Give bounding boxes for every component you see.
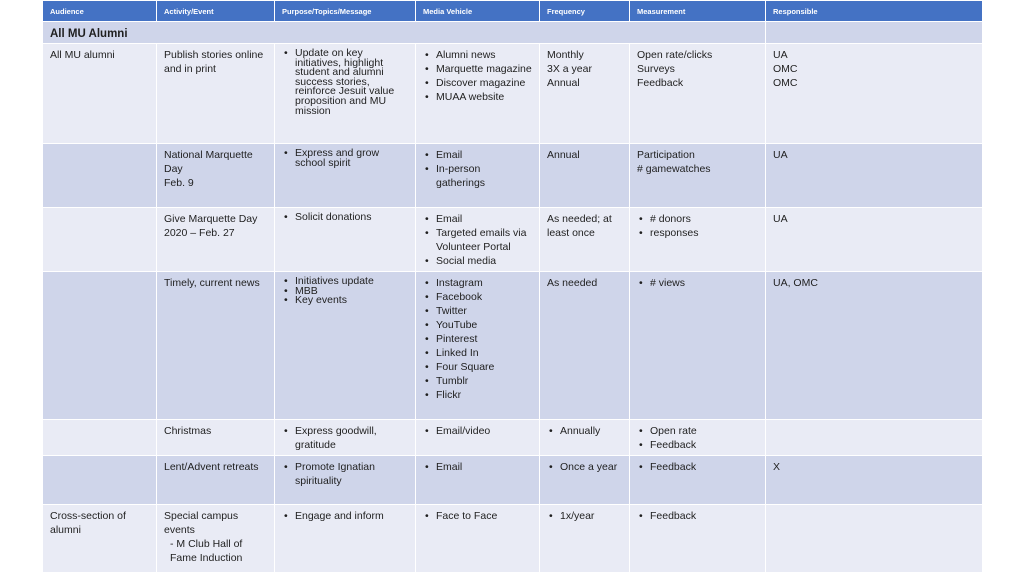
table-row: [43, 272, 983, 420]
purpose-item: • Express goodwill, gratitude: [282, 424, 408, 452]
cell-activity: Publish stories online and in print: [157, 44, 275, 144]
cell-activity: [157, 505, 275, 573]
frequency-item: • Once a year: [547, 460, 622, 474]
cell-media: [416, 144, 540, 208]
media-item: • Tumblr: [423, 374, 532, 388]
cell-responsible: [766, 44, 983, 144]
cell-frequency: [540, 456, 630, 505]
cell-audience: [43, 420, 157, 456]
cell-frequency: [540, 420, 630, 456]
table-row: [43, 456, 983, 505]
media-item: • Email: [423, 212, 532, 226]
cell-activity: [157, 144, 275, 208]
media-item: • Face to Face: [423, 509, 532, 523]
cell-audience: [43, 208, 157, 272]
activity-line: National Marquette Day: [164, 149, 253, 175]
cell-measurement: [630, 44, 766, 144]
activity-line: Give Marquette Day: [164, 213, 258, 225]
cell-responsible: UA, OMC: [766, 272, 983, 420]
media-item: • Alumni news: [423, 48, 532, 62]
measurement-line: # gamewatches: [637, 163, 711, 175]
activity-line: 2020 – Feb. 27: [164, 227, 235, 239]
cell-activity: [157, 208, 275, 272]
purpose-item: • Initiatives update: [282, 277, 408, 287]
cell-measurement: [630, 505, 766, 573]
media-item: • Pinterest: [423, 332, 532, 346]
media-item: • Targeted emails via Volunteer Portal: [423, 226, 532, 254]
section-row: [43, 22, 983, 44]
header-row: [43, 1, 983, 22]
measurement-item: • Open rate: [637, 424, 758, 438]
cell-purpose: [275, 272, 416, 420]
header-measurement: Measurement: [630, 1, 766, 22]
cell-activity: Timely, current news: [157, 272, 275, 420]
table-row: [43, 420, 983, 456]
measurement-line: Surveys: [637, 63, 675, 75]
cell-activity: Christmas: [157, 420, 275, 456]
activity-sub-line: - M Club Hall of Fame Induction: [170, 538, 243, 564]
cell-media: [416, 44, 540, 144]
cell-media: [416, 505, 540, 573]
cell-measurement: [630, 272, 766, 420]
media-item: • Discover magazine: [423, 76, 532, 90]
media-item: • Linked In: [423, 346, 532, 360]
cell-frequency: As needed; at least once: [540, 208, 630, 272]
activity-line: Feb. 9: [164, 177, 194, 189]
header-frequency: Frequency: [540, 1, 630, 22]
header-audience: Audience: [43, 1, 157, 22]
media-item: • Facebook: [423, 290, 532, 304]
responsible-line: OMC: [773, 77, 798, 89]
cell-audience: [43, 456, 157, 505]
purpose-item: • Express and grow school spirit: [282, 149, 408, 168]
table-row: [43, 208, 983, 272]
media-item: • Twitter: [423, 304, 532, 318]
measurement-line: Open rate/clicks: [637, 49, 713, 61]
cell-media: [416, 420, 540, 456]
purpose-item: • Promote Ignatian spirituality: [282, 460, 408, 488]
cell-activity: Lent/Advent retreats: [157, 456, 275, 505]
cell-media: [416, 208, 540, 272]
section-spacer: [766, 22, 983, 44]
section-title: All MU Alumni: [43, 22, 766, 44]
cell-media: [416, 456, 540, 505]
cell-responsible: X: [766, 456, 983, 505]
cell-measurement: [630, 208, 766, 272]
cell-audience: [43, 272, 157, 420]
cell-frequency: As needed: [540, 272, 630, 420]
frequency-line: Annual: [547, 77, 580, 89]
media-item: • Email/video: [423, 424, 532, 438]
media-item: • YouTube: [423, 318, 532, 332]
media-item: • Instagram: [423, 276, 532, 290]
purpose-item: • Solicit donations: [282, 213, 408, 223]
media-item: • Email: [423, 148, 532, 162]
cell-purpose: [275, 208, 416, 272]
header-media: Media Vehicle: [416, 1, 540, 22]
cell-measurement: [630, 144, 766, 208]
cell-responsible: [766, 420, 983, 456]
media-item: • MUAA website: [423, 90, 532, 104]
table-row: [43, 505, 983, 573]
media-item: • Flickr: [423, 388, 532, 402]
frequency-item: • Annually: [547, 424, 622, 438]
media-item: • Four Square: [423, 360, 532, 374]
purpose-item: • Update on key initiatives, highlight student and alumni success stories, reinforce Jesuit value proposition and MU mission: [282, 49, 408, 116]
cell-frequency: [540, 44, 630, 144]
frequency-line: 3X a year: [547, 63, 592, 75]
cell-media: [416, 272, 540, 420]
measurement-line: Participation: [637, 149, 695, 161]
media-item: • Social media: [423, 254, 532, 268]
header-responsible: Responsible: [766, 1, 983, 22]
cell-purpose: [275, 144, 416, 208]
cell-purpose: [275, 505, 416, 573]
cell-responsible: UA: [766, 208, 983, 272]
cell-responsible: UA: [766, 144, 983, 208]
frequency-item: • 1x/year: [547, 509, 622, 523]
measurement-item: • # views: [637, 276, 758, 290]
frequency-line: Monthly: [547, 49, 584, 61]
responsible-line: OMC: [773, 63, 798, 75]
measurement-item: • # donors: [637, 212, 758, 226]
cell-audience: [43, 144, 157, 208]
measurement-item: • responses: [637, 226, 758, 240]
cell-measurement: [630, 420, 766, 456]
cell-frequency: [540, 505, 630, 573]
header-activity: Activity/Event: [157, 1, 275, 22]
cell-frequency: Annual: [540, 144, 630, 208]
table-row: [43, 44, 983, 144]
cell-purpose: [275, 44, 416, 144]
cell-audience: All MU alumni: [43, 44, 157, 144]
media-item: • Marquette magazine: [423, 62, 532, 76]
header-purpose: Purpose/Topics/Message: [275, 1, 416, 22]
purpose-item: • MBB: [282, 287, 408, 297]
communications-table: [42, 0, 983, 573]
cell-audience: Cross-section of alumni: [43, 505, 157, 573]
cell-purpose: [275, 420, 416, 456]
media-item: • In-person gatherings: [423, 162, 532, 190]
measurement-item: • Feedback: [637, 460, 758, 474]
cell-measurement: [630, 456, 766, 505]
table-row: [43, 144, 983, 208]
purpose-item: • Engage and inform: [282, 509, 408, 523]
cell-responsible: [766, 505, 983, 573]
measurement-line: Feedback: [637, 77, 684, 89]
measurement-item: • Feedback: [637, 438, 758, 452]
activity-line: Special campus events: [164, 510, 239, 536]
purpose-item: • Key events: [282, 296, 408, 306]
measurement-item: • Feedback: [637, 509, 758, 523]
responsible-line: UA: [773, 49, 788, 61]
cell-purpose: [275, 456, 416, 505]
media-item: • Email: [423, 460, 532, 474]
